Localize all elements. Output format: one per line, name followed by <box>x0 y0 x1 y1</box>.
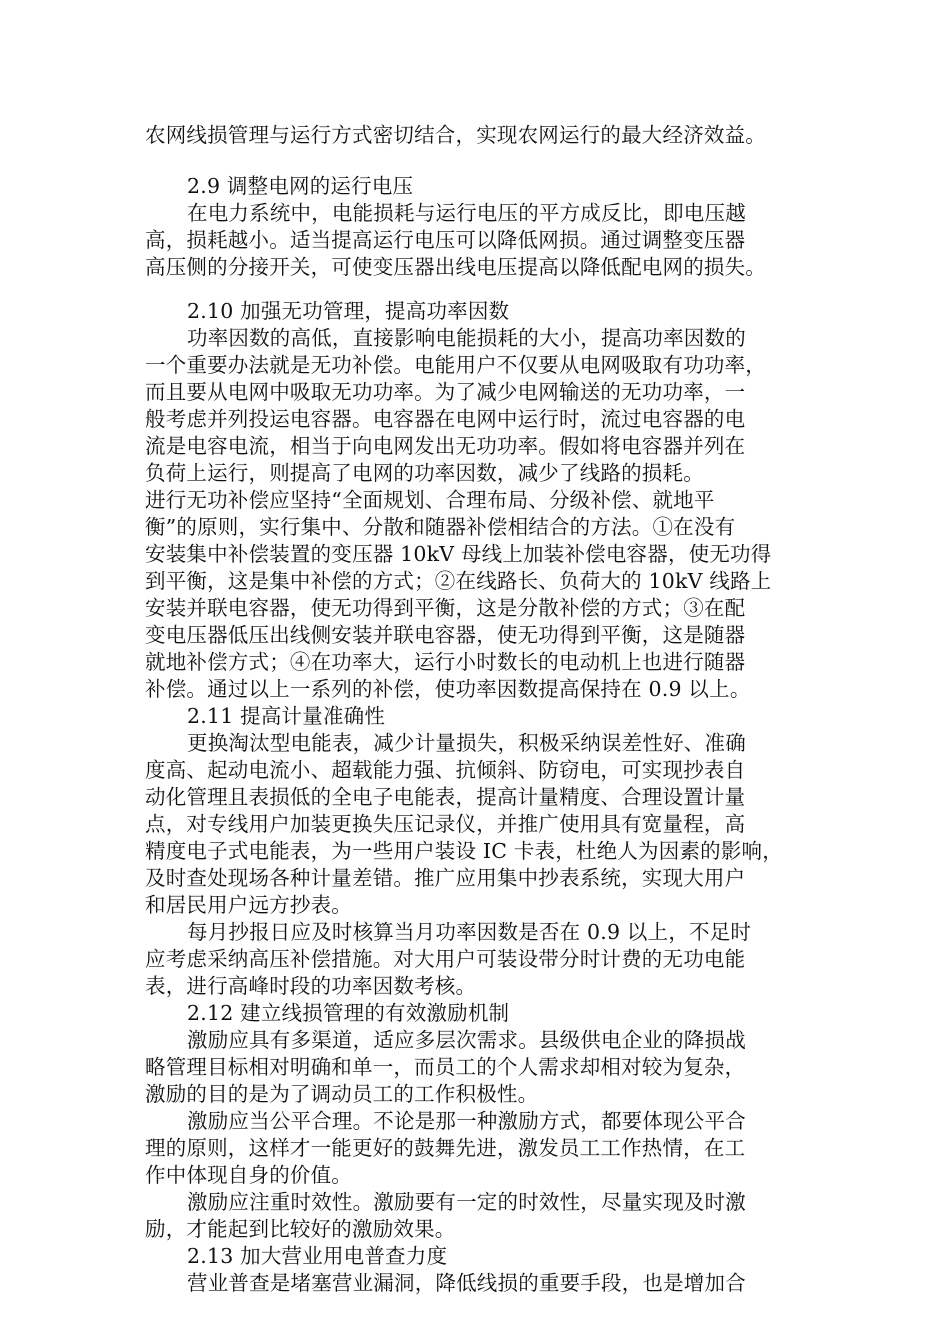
text-line: 高压侧的分接开关，可使变压器出线电压提高以降低配电网的损失。 <box>145 255 766 279</box>
text-line: 安装集中补偿装置的变压器 10kV 母线上加装补偿电容器，使无功得 <box>145 542 772 566</box>
text-line: 应考虑采纳高压补偿措施。对大用户可装设带分时计费的无功电能 <box>145 947 746 971</box>
text-line: 就地补偿方式；④在功率大，运行小时数长的电动机上也进行随器 <box>145 650 746 674</box>
text-line: 而且要从电网中吸取无功功率。为了减少电网输送的无功功率，一 <box>145 380 746 404</box>
text-line: 补偿。通过以上一系列的补偿，使功率因数提高保持在 0.9 以上。 <box>145 677 751 701</box>
text-line: 更换淘汰型电能表，减少计量损失，积极采纳误差性好、准确 <box>187 731 746 755</box>
text-line: 励，才能起到比较好的激励效果。 <box>145 1217 456 1241</box>
text-line: 安装并联电容器，使无功得到平衡，这是分散补偿的方式；③在配 <box>145 596 746 620</box>
text-line: 和居民用户远方抄表。 <box>145 893 352 917</box>
text-line: 功率因数的高低，直接影响电能损耗的大小，提高功率因数的 <box>187 326 746 350</box>
section-heading: 2.11 提高计量准确性 <box>187 704 386 728</box>
text-line: 激励的目的是为了调动员工的工作积极性。 <box>145 1082 539 1106</box>
text-line: 高，损耗越小。适当提高运行电压可以降低网损。通过调整变压器 <box>145 228 746 252</box>
section-heading: 2.9 调整电网的运行电压 <box>187 174 414 198</box>
text-line: 度高、起动电流小、超载能力强、抗倾斜、防窃电，可实现抄表自 <box>145 758 746 782</box>
text-line: 表，进行高峰时段的功率因数考核。 <box>145 974 477 998</box>
section-heading: 2.10 加强无功管理，提高功率因数 <box>187 299 510 323</box>
text-line: 理的原则，这样才一能更好的鼓舞先进，激发员工工作热情，在工 <box>145 1136 746 1160</box>
text-line: 在电力系统中，电能损耗与运行电压的平方成反比，即电压越 <box>187 201 746 225</box>
text-line: 般考虑并列投运电容器。电容器在电网中运行时，流过电容器的电 <box>145 407 746 431</box>
text-line: 动化管理且表损低的全电子电能表，提高计量精度、合理设置计量 <box>145 785 746 809</box>
text-line: 及时查处现场各种计量差错。推广应用集中抄表系统，实现大用户 <box>145 866 746 890</box>
text-line: 激励应具有多渠道，适应多层次需求。县级供电企业的降损战 <box>187 1028 746 1052</box>
text-line: 略管理目标相对明确和单一，而员工的个人需求却相对较为复杂， <box>145 1055 746 1079</box>
text-line: 变电压器低压出线侧安装并联电容器，使无功得到平衡，这是随器 <box>145 623 746 647</box>
text-line: 点，对专线用户加装更换失压记录仪，并推广使用具有宽量程，高 <box>145 812 746 836</box>
text-line: 每月抄报日应及时核算当月功率因数是否在 0.9 以上，不足时 <box>187 920 752 944</box>
text-line: 流是电容电流，相当于向电网发出无功功率。假如将电容器并列在 <box>145 434 746 458</box>
text-line: 激励应当公平合理。不论是那一种激励方式，都要体现公平合 <box>187 1109 746 1133</box>
text-line: 负荷上运行，则提高了电网的功率因数，减少了线路的损耗。 <box>145 461 704 485</box>
text-line: 精度电子式电能表，为一些用户装设 IC 卡表，杜绝人为因素的影响， <box>145 839 783 863</box>
text-line: 营业普查是堵塞营业漏洞，降低线损的重要手段，也是增加合 <box>187 1271 746 1295</box>
text-line: 衡”的原则，实行集中、分散和随器补偿相结合的方法。①在没有 <box>145 515 736 539</box>
text-line: 一个重要办法就是无功补偿。电能用户不仅要从电网吸取有功功率， <box>145 353 766 377</box>
text-line: 进行无功补偿应坚持“全面规划、合理布局、分级补偿、就地平 <box>145 488 715 512</box>
section-heading: 2.13 加大营业用电普查力度 <box>187 1244 448 1268</box>
text-line: 作中体现自身的价值。 <box>145 1163 352 1187</box>
text-line: 农网线损管理与运行方式密切结合，实现农网运行的最大经济效益。 <box>145 123 766 147</box>
text-line: 激励应注重时效性。激励要有一定的时效性，尽量实现及时激 <box>187 1190 746 1214</box>
text-line: 到平衡，这是集中补偿的方式；②在线路长、负荷大的 10kV 线路上 <box>145 569 772 593</box>
section-heading: 2.12 建立线损管理的有效激励机制 <box>187 1001 510 1025</box>
